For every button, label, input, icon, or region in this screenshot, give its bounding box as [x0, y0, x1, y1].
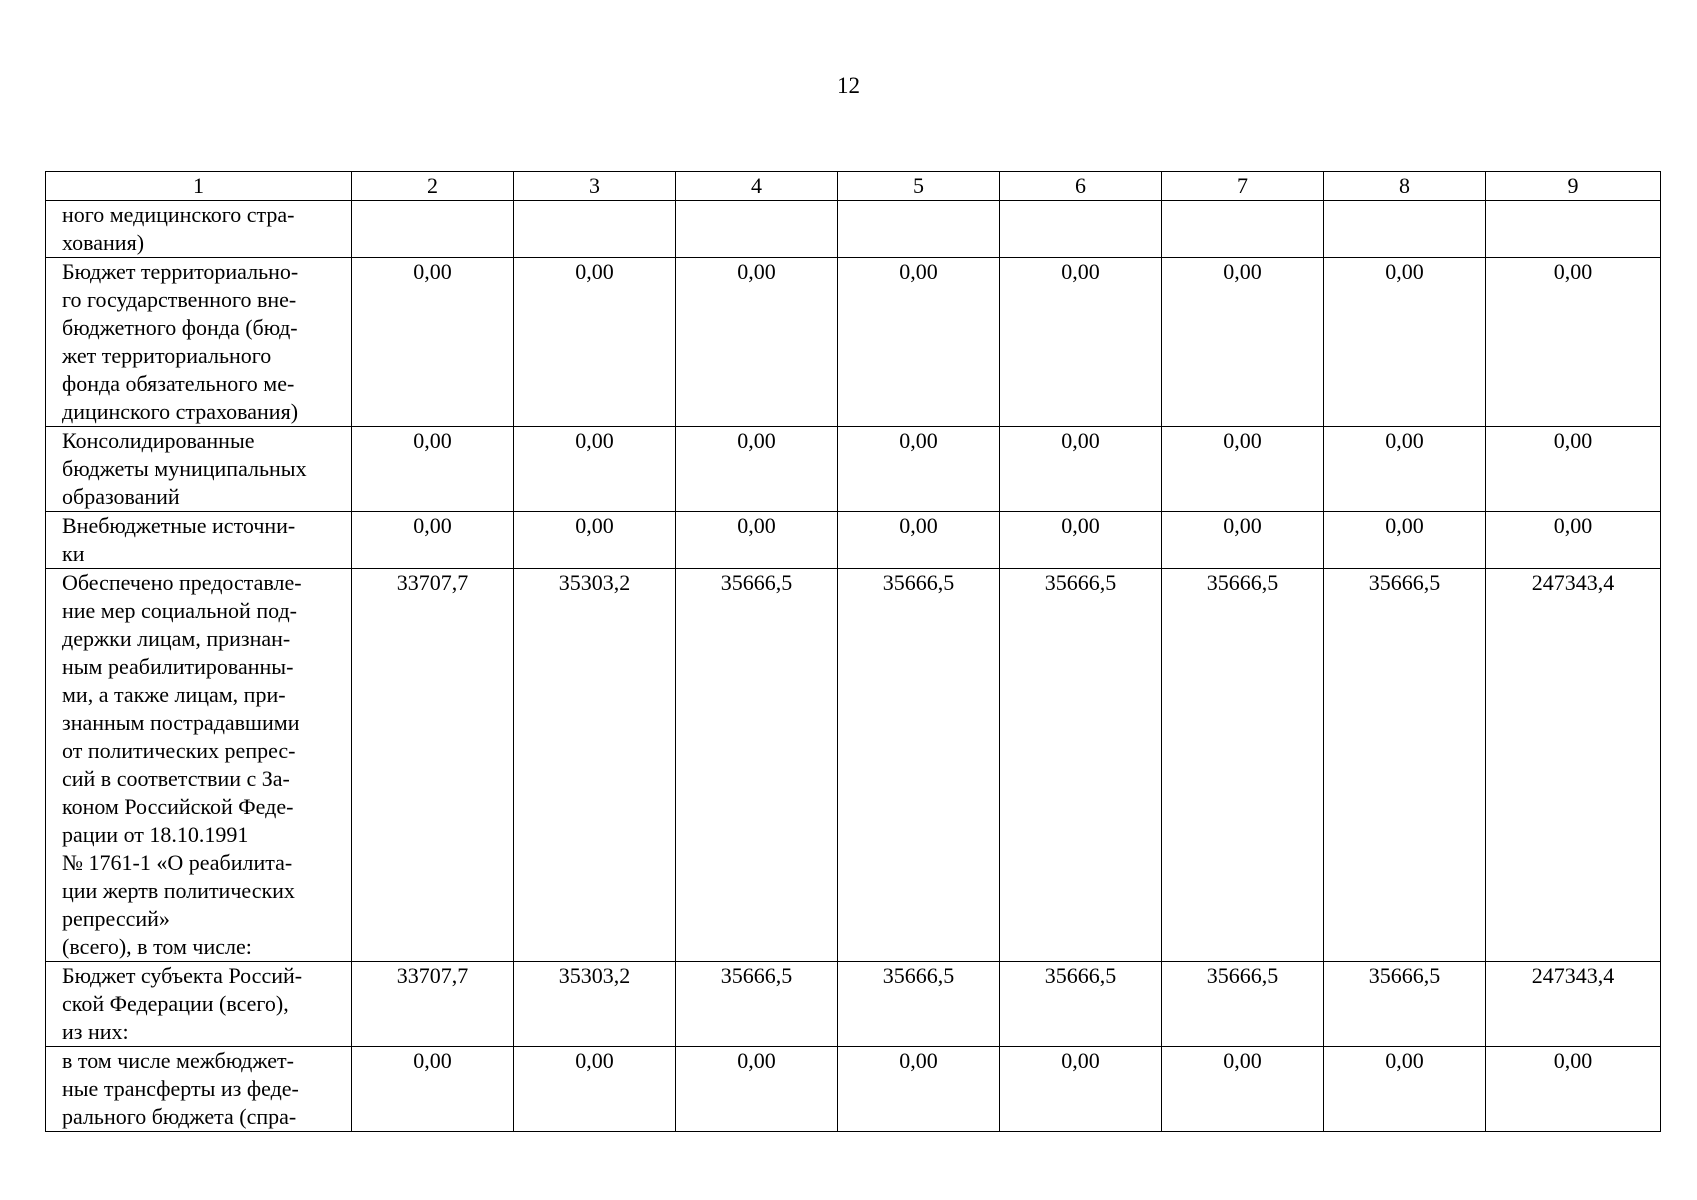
table-header-row	[46, 172, 1661, 201]
value-cell: 0,00	[352, 258, 514, 427]
value-cell: 0,00	[1000, 1047, 1162, 1132]
table-row	[46, 258, 1661, 427]
table-row	[46, 201, 1661, 258]
value-cell: 0,00	[676, 512, 838, 569]
budget-table	[45, 171, 1661, 1132]
value-cell	[352, 201, 514, 258]
value-cell: 35666,5	[838, 962, 1000, 1047]
value-cell: 0,00	[1486, 512, 1661, 569]
value-cell: 0,00	[838, 1047, 1000, 1132]
value-cell: 0,00	[1000, 427, 1162, 512]
value-cell: 0,00	[1324, 427, 1486, 512]
row-label-cell: в том числе межбюджет- ные трансферты из феде- рального бюджета (спра-	[46, 1047, 352, 1132]
value-cell: 0,00	[514, 427, 676, 512]
column-header: 5	[838, 172, 1000, 201]
value-cell: 0,00	[676, 427, 838, 512]
column-header: 4	[676, 172, 838, 201]
value-cell: 35666,5	[676, 569, 838, 962]
column-header: 1	[46, 172, 352, 201]
value-cell	[1324, 201, 1486, 258]
table-body	[46, 172, 1661, 1132]
value-cell	[838, 201, 1000, 258]
value-cell: 0,00	[1000, 512, 1162, 569]
value-cell: 0,00	[1162, 427, 1324, 512]
value-cell: 0,00	[838, 512, 1000, 569]
value-cell: 0,00	[1000, 258, 1162, 427]
value-cell: 0,00	[838, 427, 1000, 512]
value-cell: 35666,5	[1000, 962, 1162, 1047]
table-row	[46, 1047, 1661, 1132]
value-cell: 35303,2	[514, 962, 676, 1047]
column-header: 7	[1162, 172, 1324, 201]
column-header: 3	[514, 172, 676, 201]
row-label-cell: Бюджет субъекта Россий- ской Федерации (всего), из них:	[46, 962, 352, 1047]
row-label-cell: ного медицинского стра- хования)	[46, 201, 352, 258]
table-row	[46, 569, 1661, 962]
value-cell: 0,00	[1162, 258, 1324, 427]
value-cell: 0,00	[1324, 1047, 1486, 1132]
row-label-cell: Бюджет территориально- го государственного вне- бюджетного фонда (бюд- жет территориального фонда обязательного ме- дицинского страхования)	[46, 258, 352, 427]
value-cell: 247343,4	[1486, 569, 1661, 962]
value-cell: 0,00	[352, 427, 514, 512]
value-cell: 0,00	[352, 1047, 514, 1132]
value-cell: 35666,5	[1324, 569, 1486, 962]
value-cell: 0,00	[1162, 512, 1324, 569]
value-cell: 35666,5	[1324, 962, 1486, 1047]
value-cell: 0,00	[838, 258, 1000, 427]
value-cell: 247343,4	[1486, 962, 1661, 1047]
value-cell: 0,00	[1324, 512, 1486, 569]
value-cell	[1486, 201, 1661, 258]
row-label-cell: Консолидированные бюджеты муниципальных образований	[46, 427, 352, 512]
table-row	[46, 512, 1661, 569]
value-cell: 0,00	[676, 258, 838, 427]
value-cell: 0,00	[352, 512, 514, 569]
value-cell: 0,00	[514, 512, 676, 569]
value-cell: 0,00	[1486, 1047, 1661, 1132]
row-label-cell: Внебюджетные источни- ки	[46, 512, 352, 569]
value-cell: 0,00	[1486, 258, 1661, 427]
column-header: 6	[1000, 172, 1162, 201]
value-cell: 0,00	[514, 258, 676, 427]
column-header: 8	[1324, 172, 1486, 201]
page-number: 12	[837, 73, 860, 98]
value-cell: 0,00	[676, 1047, 838, 1132]
value-cell: 0,00	[1162, 1047, 1324, 1132]
table-row	[46, 962, 1661, 1047]
value-cell: 33707,7	[352, 569, 514, 962]
value-cell	[1162, 201, 1324, 258]
value-cell: 0,00	[1486, 427, 1661, 512]
value-cell: 33707,7	[352, 962, 514, 1047]
value-cell: 35666,5	[676, 962, 838, 1047]
value-cell: 0,00	[1324, 258, 1486, 427]
table-row	[46, 427, 1661, 512]
value-cell	[1000, 201, 1162, 258]
value-cell: 35666,5	[1000, 569, 1162, 962]
column-header: 2	[352, 172, 514, 201]
value-cell: 0,00	[514, 1047, 676, 1132]
value-cell: 35303,2	[514, 569, 676, 962]
value-cell: 35666,5	[1162, 962, 1324, 1047]
column-header: 9	[1486, 172, 1661, 201]
value-cell	[514, 201, 676, 258]
value-cell: 35666,5	[838, 569, 1000, 962]
value-cell	[676, 201, 838, 258]
value-cell: 35666,5	[1162, 569, 1324, 962]
row-label-cell: Обеспечено предоставле- ние мер социальной под- держки лицам, признан- ным реабилитированны- ми, а также лицам, при- знанным пострадавшими от политических репрес- сий в соответствии с За- коном Российской Феде- рации от 18.10.1991 № 1761-1 «О реабилита- ции жертв политических репрессий» (всего), в том числе:	[46, 569, 352, 962]
